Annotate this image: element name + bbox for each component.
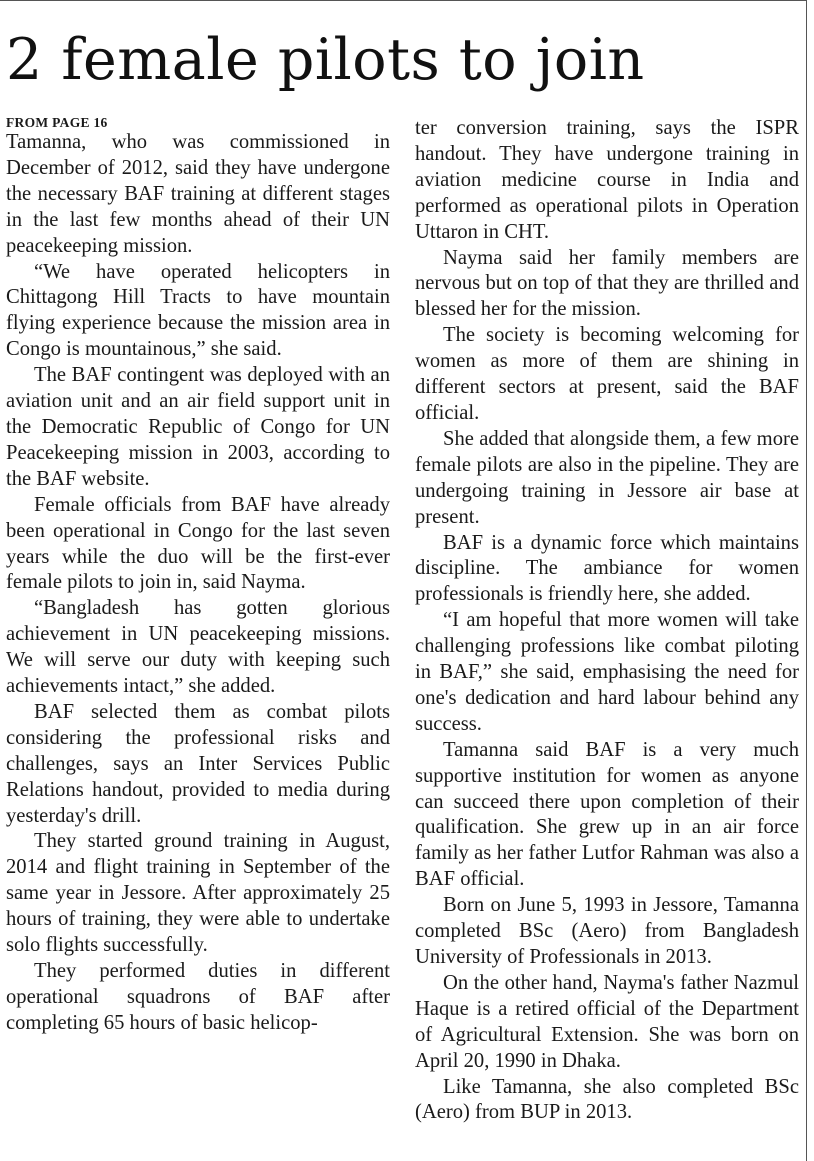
paragraph: The BAF contingent was deployed with an aviation unit and an air field support unit in the Democratic Republic of Congo for UN Peacekeeping mission in 2003, according to the BAF website.: [6, 364, 390, 490]
paragraph: Born on June 5, 1993 in Jessore, Tamanna completed BSc (Aero) from Bangladesh University of Professionals in 2013.: [415, 894, 799, 968]
paragraph: They started ground training in August, 2014 and flight training in September of the same year in Jessore. After approximately 25 hours of training, they were able to undertake solo flights successfully.: [6, 830, 390, 957]
paragraph: “Bangladesh has gotten glorious achievement in UN peacekeeping missions. We will serve our duty with keeping such achievements intact,” she added.: [6, 597, 390, 698]
article-headline: 2 female pilots to join: [6, 27, 645, 93]
article-column-right: [415, 116, 799, 1126]
paragraph: ter conversion training, says the ISPR handout. They have undergone training in aviation medicine course in India and performed as operational pilots in Operation Uttaron in CHT.: [415, 117, 799, 243]
paragraph: They performed duties in different operational squadrons of BAF after completing 65 hours of basic helicop-: [6, 960, 390, 1034]
paragraph: “I am hopeful that more women will take challenging professions like combat piloting in BAF,” she said, emphasising the need for one's dedication and hard labour behind any success.: [415, 609, 799, 735]
continued-from-label: FROM PAGE 16: [6, 115, 108, 130]
paragraph: She added that alongside them, a few more female pilots are also in the pipeline. They are undergoing training in Jessore air base at present.: [415, 427, 799, 528]
top-border-rule: [0, 0, 806, 1]
article-body: [6, 116, 799, 1126]
paragraph: Like Tamanna, she also completed BSc (Aero) from BUP in 2013.: [415, 1075, 799, 1124]
paragraph: The society is becoming welcoming for women as more of them are shining in different sectors at present, said the BAF official.: [415, 324, 799, 424]
paragraph: Nayma said her family members are nervous but on top of that they are thrilled and blessed her for the mission.: [415, 246, 799, 321]
paragraph: “We have operated helicopters in Chittagong Hill Tracts to have mountain flying experience because the mission area in Congo is mountainous,” she said.: [6, 260, 390, 361]
article-column-left: [6, 116, 390, 1126]
paragraph: BAF is a dynamic force which maintains discipline. The ambiance for women professionals is friendly here, she added.: [415, 531, 799, 606]
right-border-rule: [806, 0, 807, 1161]
paragraph: On the other hand, Nayma's father Nazmul Haque is a retired official of the Department of Agricultural Extension. She was born on April 20, 1990 in Dhaka.: [415, 971, 799, 1072]
paragraph: BAF selected them as combat pilots considering the professional risks and challenges, says an Inter Services Public Relations handout, provided to media during yesterday's drill.: [6, 700, 390, 827]
paragraph: Tamanna, who was commissioned in December of 2012, said they have undergone the necessary BAF training at different stages in the last few months ahead of their UN peacekeeping mission.: [6, 131, 390, 257]
paragraph: Female officials from BAF have already been operational in Congo for the last seven years while the duo will be the first-ever female pilots to join in, said Nayma.: [6, 493, 390, 594]
paragraph: Tamanna said BAF is a very much supportive institution for women as anyone can succeed there upon completion of their qualification. She grew up in an air force family as her father Lutfor Rahman was also a BAF official.: [415, 738, 799, 891]
